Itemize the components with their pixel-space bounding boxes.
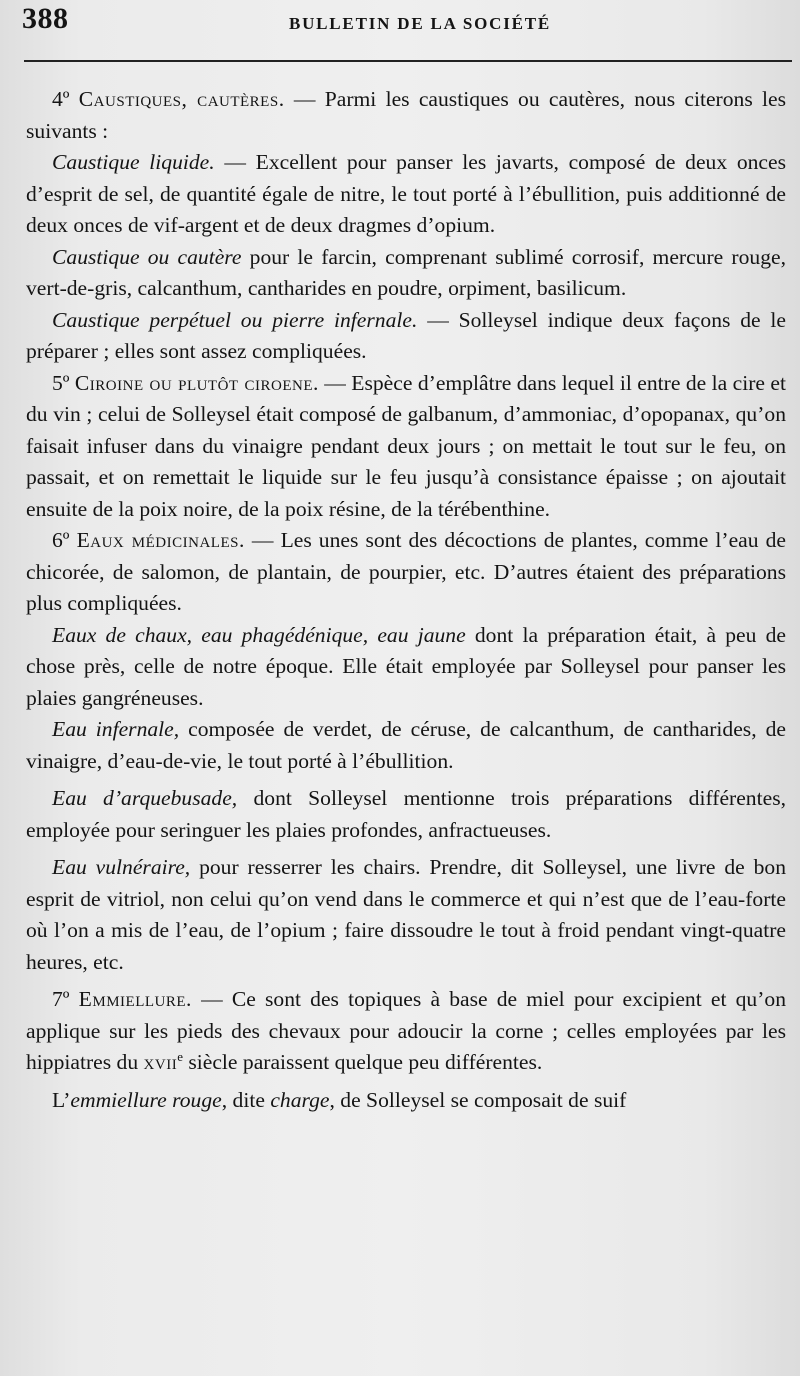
paragraph-eau-vulneraire (26, 852, 786, 978)
paragraph-text: — Espèce d’emplâtre dans lequel il entre de la cire et du vin ; celui de Solleysel était composé de galbanum, d’ammoniac, d’opopanax, qu’on faisait infuser dans du vinaigre pendant deux jours ; on mettait le tout sur le feu, on passait, et on remettait le liquide sur le feu jusqu’à consistance épaisse ; on ajoutait ensuite de la poix noire, de la poix résine, de la térébenthine. (26, 370, 786, 521)
entry-title: Eau d’arquebusade, (52, 786, 238, 810)
page-header (0, 0, 800, 56)
lead-text: L’ (52, 1087, 71, 1112)
entry-title: Caustique perpétuel ou pierre infernale. (52, 307, 418, 332)
entry-title-secondary: charge (270, 1087, 330, 1112)
paragraph-text-continued: , de Solleysel se composait de suif (329, 1087, 627, 1112)
paragraph-text: dont Solleysel mentionne trois préparations différentes, employée pour seringuer les plaies profondes, anfractueuses. (26, 786, 786, 842)
paragraph-text: dont la préparation était, à peu de chose près, celle de notre époque. Elle était employée par Solleysel pour panser les plaies gangréneuses. (26, 622, 786, 710)
section-title: Ciroine ou plutôt ciroene. (74, 370, 319, 395)
paragraph-ciroine (26, 368, 786, 526)
entry-title: Eau vulnéraire, (52, 855, 191, 879)
paragraph-emmiellure-rouge (26, 1085, 786, 1117)
paragraph-text: pour resserrer les chairs. Prendre, dit Solleysel, une livre de bon esprit de vitriol, non celui qu’on vend dans le commerce et qui n’est que de l’eau-forte où l’on a mis de l’eau, de l’opium ; faire dissoudre le tout à froid pendant vingt-quatre heures, etc. (26, 855, 786, 974)
entry-title: Eaux de chaux, eau phagédénique, eau jaune (52, 622, 466, 647)
paragraph-eaux-medicinales (26, 525, 786, 620)
century-numeral: xvii (143, 1050, 178, 1074)
paragraph-text: — Les unes sont des décoctions de plantes, comme l’eau de chicorée, de salomon, de plantain, de pourpier, etc. D’autres étaient des préparations plus compliquées. (26, 528, 786, 615)
entry-title: Caustique liquide. (52, 150, 215, 174)
entry-title: Eau infernale, (52, 717, 180, 741)
section-number: 5º (52, 370, 70, 395)
paragraph-text: — Excellent pour panser les javarts, composé de deux onces d’esprit de sel, de quantité égale de nitre, le tout porté à l’ébullition, puis additionné de deux onces de vif-argent et de deux dragmes d’opium. (26, 150, 786, 237)
paragraph-emmiellure (26, 984, 786, 1079)
paragraph-caustique-cautere (26, 242, 786, 305)
header-rule (24, 60, 792, 62)
section-number: 4º (52, 87, 70, 111)
paragraph-text-continued: siècle paraissent quelque peu différentes. (182, 1050, 543, 1074)
section-number: 6º (52, 528, 70, 552)
paragraph-text: pour le farcin, comprenant sublimé corrosif, mercure rouge, vert-de-gris, calcanthum, cantharides en poudre, orpiment, basilicum. (26, 244, 786, 300)
paragraph-text: — Ce sont des topiques à base de miel pour excipient et qu’on applique sur les pieds des chevaux pour adoucir la corne ; celles employées par les hippiatres du (26, 987, 786, 1074)
body-text (26, 84, 786, 1116)
paragraph-eaux-de-chaux (26, 620, 786, 715)
paragraph-caustique-liquide (26, 147, 786, 242)
running-head: BULLETIN DE LA SOCIÉTÉ (288, 14, 552, 33)
paragraph-text: , dite (221, 1087, 271, 1112)
section-title: Emmiellure. (78, 987, 192, 1011)
century-suffix: e (177, 1048, 183, 1064)
paragraph-eau-arquebusade (26, 783, 786, 846)
section-number: 7º (52, 987, 70, 1011)
paragraph-text: — Parmi les caustiques ou cautères, nous citerons les suivants : (26, 87, 786, 143)
section-title: Eaux médicinales. (76, 528, 245, 552)
paragraph-text: — Solleysel indique deux façons de le préparer ; elles sont assez compliquées. (26, 307, 787, 363)
paragraph-pierre-infernale (26, 305, 786, 368)
page-number: 388 (22, 2, 69, 35)
entry-title: Caustique ou cautère (52, 244, 242, 269)
section-title: Caustiques, cautères. (78, 87, 285, 111)
paragraph-caustiques (26, 84, 786, 147)
paragraph-text: composée de verdet, de céruse, de calcanthum, de cantharides, de vinaigre, d’eau-de-vie, le tout porté à l’ébullition. (26, 717, 786, 773)
entry-title: emmiellure rouge (70, 1087, 222, 1112)
paragraph-eau-infernale (26, 714, 786, 777)
